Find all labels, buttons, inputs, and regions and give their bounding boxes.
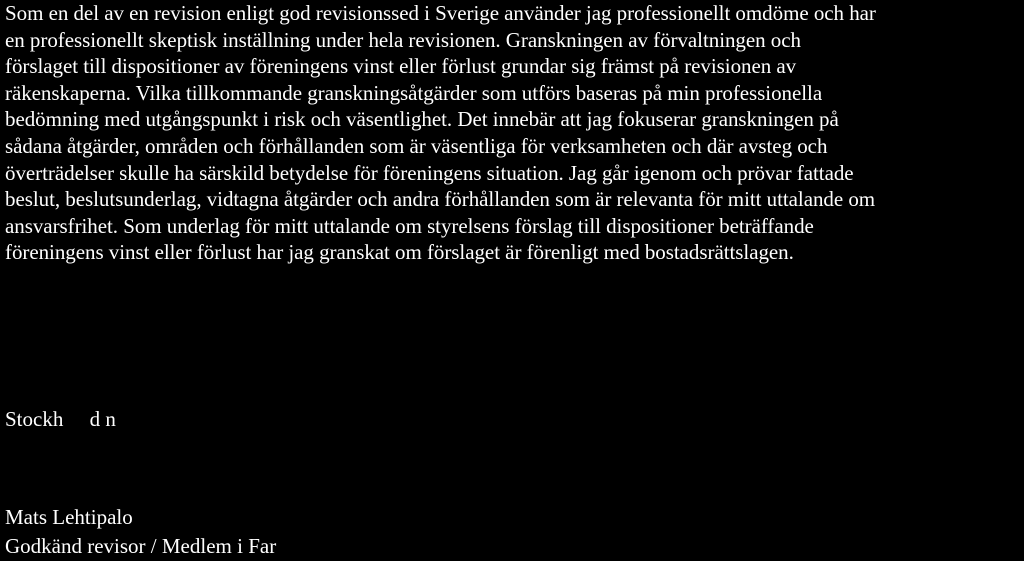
paragraph-line: överträdelser skulle ha särskild betydelse för föreningens situation. Jag går igenom och prövar fattade	[5, 160, 854, 185]
paragraph-line: Som en del av en revision enligt god revisionssed i Sverige använder jag professionellt omdöme och har	[5, 1, 876, 25]
paragraph-line: en professionellt skeptisk inställning under hela revisionen. Granskningen av förvaltningen och	[5, 27, 801, 52]
place-and-date: Stockh d n	[5, 407, 116, 431]
paragraph-line: räkenskaperna. Vilka tillkommande granskningsåtgärder som utförs baseras på min professionella	[5, 80, 823, 105]
audit-report-paragraph	[5, 0, 1021, 266]
paragraph-line: bedömning med utgångspunkt i risk och väsentlighet. Det innebär att jag fokuserar granskningen på	[5, 107, 839, 132]
paragraph-line: sådana åtgärder, områden och förhållanden som är väsentliga för verksamheten och där avsteg och	[5, 133, 828, 158]
signatory-title: Godkänd revisor / Medlem i Far	[5, 534, 277, 558]
paragraph-line: föreningens vinst eller förlust har jag granskat om förslaget är förenligt med bostadsrättslagen.	[5, 240, 794, 265]
signatory-name: Mats Lehtipalo	[5, 505, 133, 529]
paragraph-line: förslaget till dispositioner av föreningens vinst eller förlust grundar sig främst på revisionen av	[5, 54, 797, 79]
paragraph-line: beslut, beslutsunderlag, vidtagna åtgärder och andra förhållanden som är relevanta för mitt uttalande om	[5, 187, 876, 212]
paragraph-line: ansvarsfrihet. Som underlag för mitt uttalande om styrelsens förslag till dispositioner beträffande	[5, 213, 814, 238]
